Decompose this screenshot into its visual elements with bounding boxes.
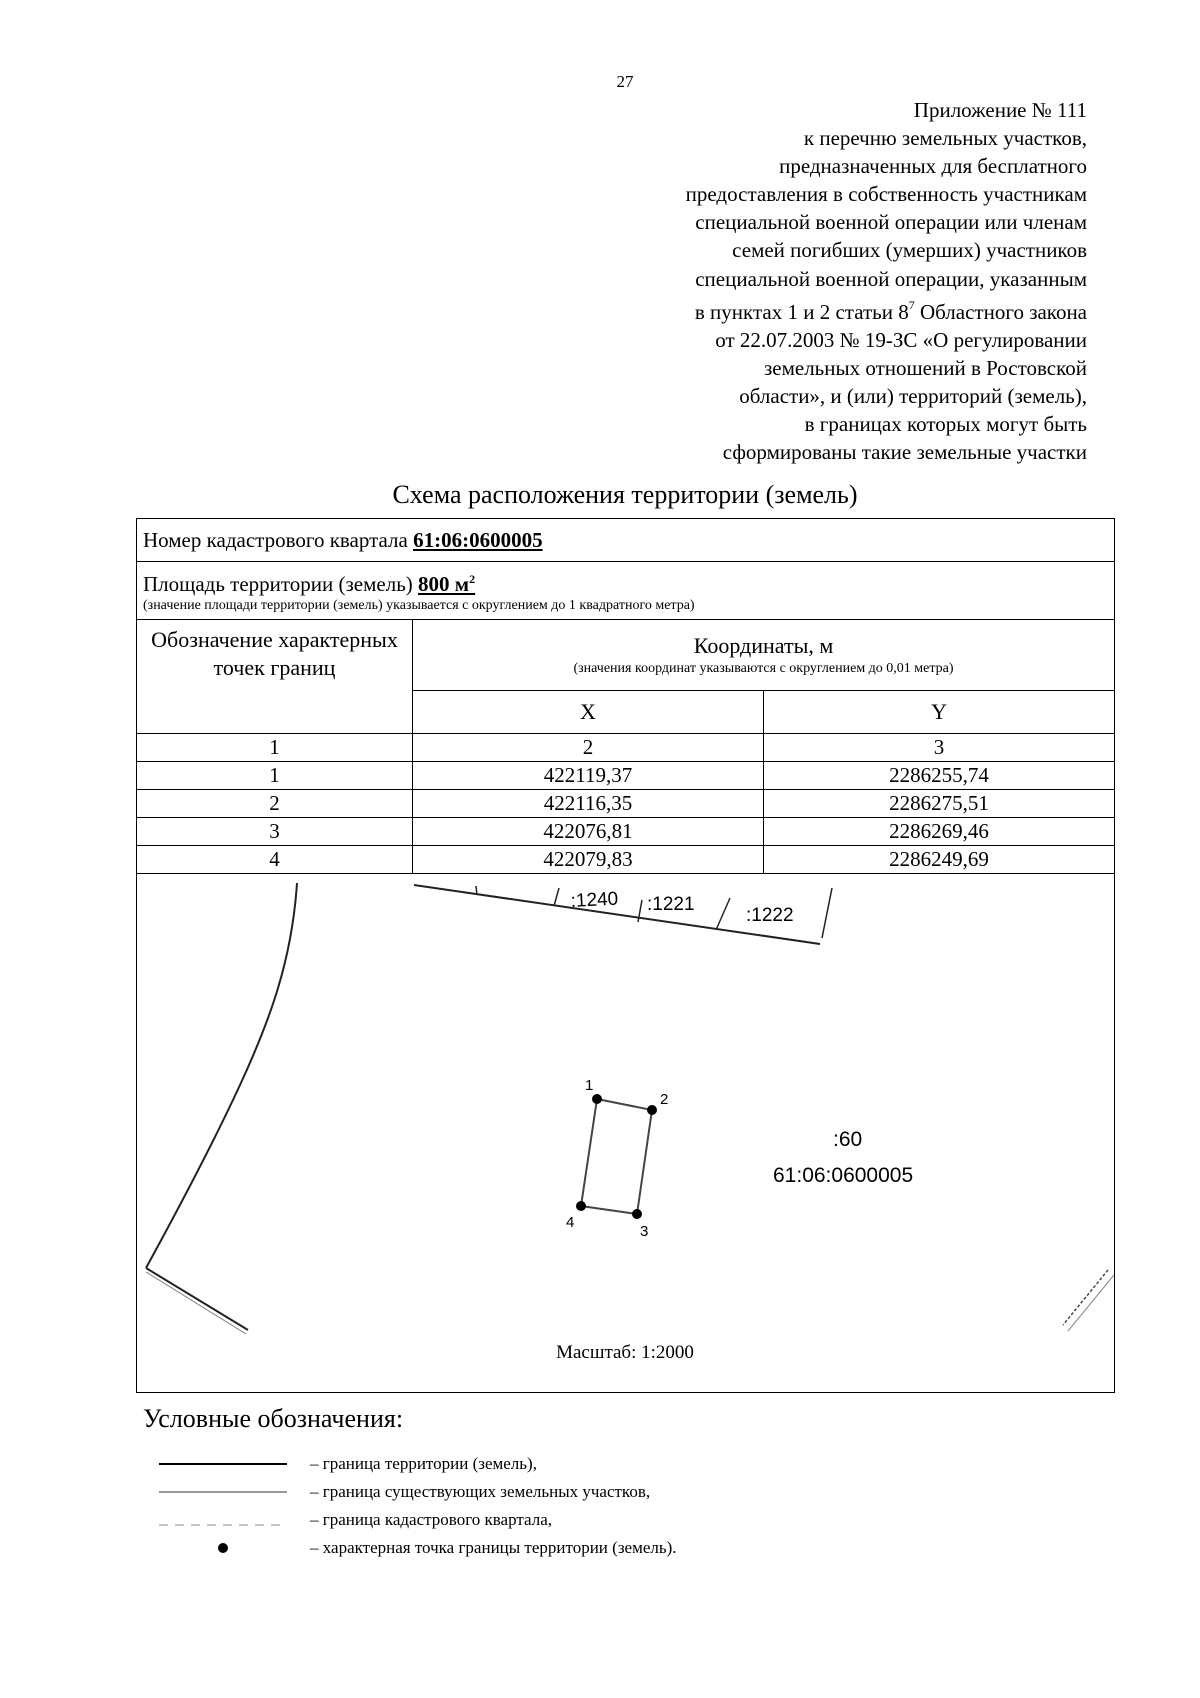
legend-item (155, 1478, 955, 1506)
legend (155, 1450, 955, 1562)
legend-text: – граница территории (земель), (310, 1454, 537, 1473)
cadastral-quarter-boundary-symbol (155, 1506, 290, 1534)
existing-boundary-line (1063, 1270, 1108, 1325)
points-header: Обозначение характерных точек границ (137, 620, 413, 734)
point-number: 3 (137, 818, 413, 846)
col-y-header: Y (764, 691, 1115, 734)
legend-text: – граница кадастрового квартала, (310, 1510, 552, 1529)
coord-y: 2286249,69 (764, 846, 1115, 874)
parcel-label: :60 (833, 1128, 863, 1151)
scheme-title: Схема расположения территории (земель) (392, 480, 858, 509)
area-label: Площадь территории (земель) (143, 572, 419, 596)
legend-item (155, 1506, 955, 1534)
territory-boundary-symbol (155, 1450, 290, 1478)
boundary-point-2 (647, 1105, 657, 1115)
column-number: 2 (413, 734, 764, 762)
appendix-line: предоставления в собственность участникам (685, 182, 1087, 207)
legend-title: Условные обозначения: (143, 1404, 404, 1433)
col-x-header: X (413, 691, 764, 734)
article-superscript: 7 (908, 297, 915, 312)
legend-item (155, 1450, 955, 1478)
appendix-line: области», и (или) территорий (земель), (739, 383, 1087, 408)
coord-x: 422116,35 (413, 790, 764, 818)
coord-y: 2286269,46 (764, 818, 1115, 846)
existing-boundary-line (146, 883, 297, 1268)
existing-boundary-line (1068, 1275, 1114, 1331)
appendix-line: специальной военной операции, указанным (695, 266, 1087, 291)
coord-x: 422079,83 (413, 846, 764, 874)
appendix-line: от 22.07.2003 № 19-ЗС «О регулировании (715, 327, 1087, 352)
appendix-line: сформированы такие земельные участки (722, 440, 1087, 465)
coord-y: 2286255,74 (764, 762, 1115, 790)
quarter-label: 61:06:0600005 (773, 1164, 914, 1187)
appendix-line: к перечню земельных участков, (803, 126, 1087, 151)
legend-text: – граница существующих земельных участков, (310, 1482, 651, 1501)
existing-boundary-line (716, 898, 730, 930)
characteristic-point-symbol (155, 1534, 290, 1562)
legend-text: – характерная точка границы территории (земель). (310, 1538, 677, 1557)
boundary-point-1 (592, 1094, 602, 1104)
appendix-line: земельных отношений в Ростовской (763, 355, 1087, 380)
coord-x: 422076,81 (413, 818, 764, 846)
appendix-line: специальной военной операции или членам (695, 210, 1087, 235)
appendix-line-part: в пунктах 1 и 2 статьи 8 (694, 299, 909, 324)
point-number: 1 (137, 762, 413, 790)
coord-x: 422119,37 (413, 762, 764, 790)
point-label: 2 (660, 1091, 669, 1108)
existing-boundary-line (822, 888, 832, 938)
boundary-point-4 (576, 1201, 586, 1211)
point-label: 1 (585, 1077, 594, 1094)
existing-boundary-line (146, 1268, 248, 1330)
appendix-law-suffix: Областного закона (914, 299, 1087, 324)
appendix-line: семей погибших (умерших) участников (732, 238, 1087, 263)
coord-y: 2286275,51 (764, 790, 1115, 818)
area-superscript: 2 (469, 572, 476, 586)
coords-header: Координаты, м (693, 633, 834, 658)
parcel-label: :1221 (647, 894, 695, 915)
parcel-label: :1240 (570, 888, 619, 912)
column-number: 3 (764, 734, 1115, 762)
page-number: 27 (616, 72, 634, 91)
existing-boundary-line (554, 888, 559, 906)
territory-boundary (581, 1099, 652, 1214)
point-number: 4 (137, 846, 413, 874)
existing-parcel-boundary-symbol (155, 1478, 290, 1506)
parcel-label: :1222 (746, 905, 794, 926)
cadastral-value: 61:06:0600005 (413, 528, 543, 552)
cadastral-label: Номер кадастрового квартала (143, 528, 414, 552)
appendix-line: Приложение № 111 (913, 98, 1087, 122)
area-note: (значение площади территории (земель) указывается с округлением до 1 квадратного метра) (143, 598, 695, 613)
boundary-point-3 (632, 1209, 642, 1219)
existing-boundary-line (476, 886, 477, 895)
area-value: 800 м (418, 572, 470, 596)
point-label: 4 (566, 1214, 575, 1231)
point-number: 2 (137, 790, 413, 818)
appendix-line: в границах которых могут быть (804, 412, 1087, 437)
scale-text: Масштаб: 1:2000 (556, 1342, 694, 1363)
coords-note: (значения координат указываются с округлением до 0,01 метра) (573, 661, 954, 676)
existing-boundary-line (146, 1272, 246, 1334)
appendix-line: предназначенных для бесплатного (779, 154, 1087, 179)
legend-item (155, 1534, 955, 1562)
point-label: 3 (640, 1223, 649, 1240)
column-number: 1 (137, 734, 413, 762)
